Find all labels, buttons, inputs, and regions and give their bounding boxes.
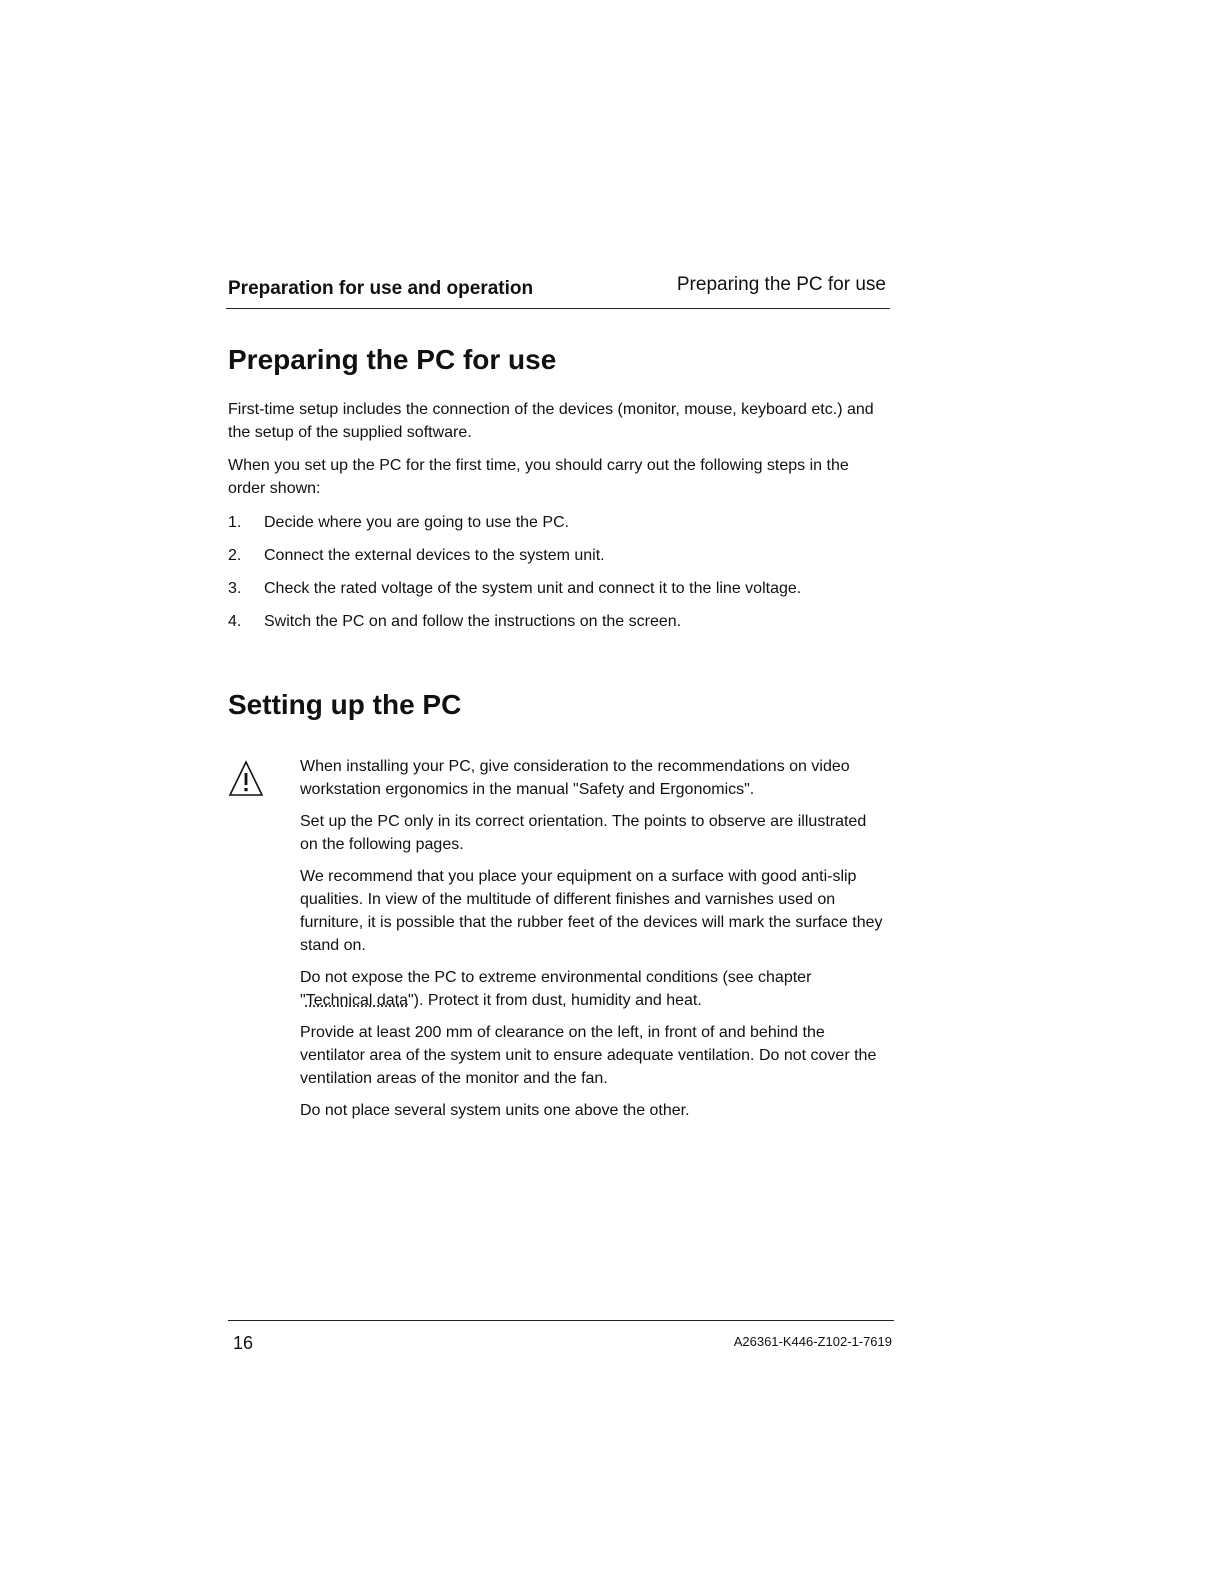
step-number: 1.: [228, 514, 242, 531]
setup-steps-list: [228, 512, 888, 644]
section-heading-setting-up: Setting up the PC: [228, 689, 462, 720]
env-text-after: "). Protect it from dust, humidity and heat.: [407, 992, 702, 1009]
env-text-before: Do not expose the PC to extreme environmental conditions (see chapter ": [300, 969, 812, 1009]
setup-paragraph: We recommend that you place your equipment on a surface with good anti-slip qualities. In view of the multitude of different finishes and varnishes used on furniture, it is possible that the rubber feet of the devices will mark the surface they stand on.: [300, 868, 883, 954]
setup-paragraph: When installing your PC, give consideration to the recommendations on video workstation ergonomics in the manual "Safety and Ergonomics".: [300, 758, 850, 798]
setup-paragraph: Set up the PC only in its correct orientation. The points to observe are illustrated on the following pages.: [300, 813, 867, 853]
technical-data-link[interactable]: Technical data: [305, 992, 408, 1009]
page-number: 16: [233, 1333, 254, 1353]
step-number: 4.: [228, 613, 242, 630]
header-topic-title: Preparing the PC for use: [676, 274, 886, 295]
step-number: 2.: [228, 547, 242, 564]
list-item: [228, 611, 888, 644]
intro-paragraph: First-time setup includes the connection of the devices (monitor, mouse, keyboard etc.) and the setup of the supplied software.: [228, 401, 874, 441]
list-item: [228, 512, 888, 545]
intro-paragraph: When you set up the PC for the first time, you should carry out the following steps in the order shown:: [228, 457, 849, 497]
step-text: Switch the PC on and follow the instructions on the screen.: [264, 613, 682, 630]
intro-text: [228, 398, 888, 510]
setup-instructions: [300, 755, 884, 1131]
step-number: 3.: [228, 580, 242, 597]
section-heading-preparing: Preparing the PC for use: [228, 344, 557, 375]
header-section-title: Preparation for use and operation: [228, 278, 534, 299]
list-item: [228, 545, 888, 578]
running-header: [226, 272, 890, 309]
step-text: Decide where you are going to use the PC.: [264, 514, 570, 531]
step-text: Check the rated voltage of the system unit and connect it to the line voltage.: [264, 580, 802, 597]
list-item: [228, 578, 888, 611]
document-code: A26361-K446-Z102-1-7619: [733, 1334, 892, 1349]
footer-divider: [228, 1320, 894, 1321]
setup-paragraph: Do not place several system units one above the other.: [300, 1102, 690, 1119]
setup-paragraph-environment: [300, 966, 884, 1012]
step-text: Connect the external devices to the system unit.: [264, 547, 605, 564]
warning-triangle-icon: [228, 760, 264, 798]
setup-paragraph: Provide at least 200 mm of clearance on the left, in front of and behind the ventilator area of the system unit to ensure adequate ventilation. Do not cover the ventilation areas of the monitor and the fan.: [300, 1024, 877, 1087]
